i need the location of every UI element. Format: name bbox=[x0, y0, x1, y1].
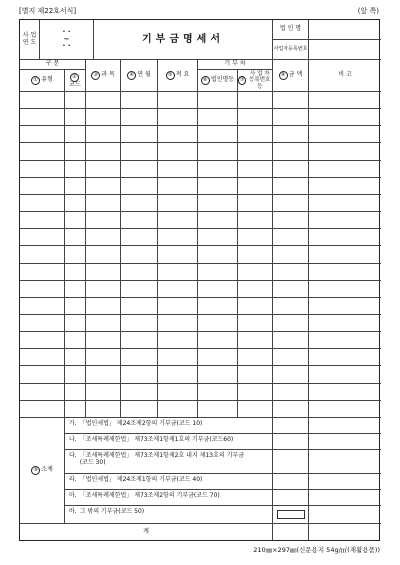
table-row-3-cell-4[interactable] bbox=[121, 126, 158, 143]
table-row-12-cell-6[interactable] bbox=[198, 281, 238, 298]
table-row-7-cell-2[interactable] bbox=[65, 195, 86, 212]
table-row-4-cell-2[interactable] bbox=[65, 143, 86, 161]
table-row-16-cell-6[interactable] bbox=[198, 349, 238, 366]
code-header-number: ② bbox=[70, 73, 79, 82]
table-row-6-cell-9[interactable] bbox=[309, 178, 381, 195]
paper-spec-footer: 210㎜×297㎜(신문용지 54g/㎡(재활용품)) bbox=[253, 546, 380, 554]
subtotal-item-marker: 다. bbox=[69, 452, 77, 459]
table-row-3-cell-8[interactable] bbox=[273, 126, 309, 143]
donee-corp-header-label: 법인명등 bbox=[210, 76, 235, 84]
subtotal-item-marker: 나. bbox=[69, 436, 77, 443]
table-row-8-cell-7[interactable] bbox=[238, 212, 273, 229]
table-row-5-cell-9[interactable] bbox=[309, 161, 381, 178]
table-row-2-cell-7[interactable] bbox=[238, 109, 273, 126]
table-row-10-cell-1[interactable] bbox=[20, 246, 65, 264]
table-row-13-cell-8[interactable] bbox=[273, 298, 309, 315]
biz-reg-label: 사업자등록번호 bbox=[273, 40, 309, 60]
table-row-1-cell-9[interactable] bbox=[309, 92, 381, 109]
table-row-13-cell-3[interactable] bbox=[86, 298, 121, 315]
table-row-5-cell-8[interactable] bbox=[273, 161, 309, 178]
table-row-19-cell-3[interactable] bbox=[86, 401, 121, 418]
code-header bbox=[65, 70, 86, 92]
table-row-6-cell-4[interactable] bbox=[121, 178, 158, 195]
table-row-17-cell-1[interactable] bbox=[20, 366, 65, 384]
table-row-4-cell-1[interactable] bbox=[20, 143, 65, 161]
subtotal-item-5-remarks[interactable] bbox=[309, 490, 381, 506]
subtotal-item-text: 「법인세법」 제24조제1항의 기부금(코드 40) bbox=[79, 476, 203, 483]
summary-header bbox=[158, 60, 198, 92]
table-row-19-cell-9[interactable] bbox=[309, 401, 381, 418]
summary-header-number: ⑤ bbox=[166, 71, 175, 80]
subtotal-item-text: 「법인세법」 제24조제2항의 기부금(코드 10) bbox=[79, 420, 203, 427]
table-row-3-cell-6[interactable] bbox=[198, 126, 238, 143]
subtotal-item-1-remarks[interactable] bbox=[309, 418, 381, 434]
table-row-8-cell-5[interactable] bbox=[158, 212, 198, 229]
table-row-14-cell-2[interactable] bbox=[65, 315, 86, 332]
table-row-10-cell-8[interactable] bbox=[273, 246, 309, 264]
category-group-header: 구 분 bbox=[20, 60, 86, 70]
table-row-17-cell-2[interactable] bbox=[65, 366, 86, 384]
table-row-11-cell-4[interactable] bbox=[121, 264, 158, 281]
subtotal-item-text: 「조세특례제한법」 제73조제1항제2호 내지 제13호의 기부금 (코드 30) bbox=[79, 452, 244, 466]
table-row-15-cell-1[interactable] bbox=[20, 332, 65, 349]
table-row-12-cell-9[interactable] bbox=[309, 281, 381, 298]
table-row-2-cell-3[interactable] bbox=[86, 109, 121, 126]
month-day-header bbox=[121, 60, 158, 92]
table-row-16-cell-9[interactable] bbox=[309, 349, 381, 366]
table-row-3-cell-2[interactable] bbox=[65, 126, 86, 143]
table-row-8-cell-8[interactable] bbox=[273, 212, 309, 229]
remarks-header: 비 고 bbox=[309, 60, 381, 92]
table-row-16-cell-5[interactable] bbox=[158, 349, 198, 366]
subtotal-item-marker: 라. bbox=[69, 476, 77, 483]
month-day-header-number: ④ bbox=[127, 71, 136, 80]
table-row-15-cell-6[interactable] bbox=[198, 332, 238, 349]
table-row-18-cell-3[interactable] bbox=[86, 384, 121, 401]
table-row-8-cell-6[interactable] bbox=[198, 212, 238, 229]
donee-reg-header bbox=[238, 70, 273, 92]
amount-header-label: 금 액 bbox=[288, 71, 303, 79]
table-row-11-cell-5[interactable] bbox=[158, 264, 198, 281]
table-row-9-cell-5[interactable] bbox=[158, 229, 198, 246]
table-row-2-cell-6[interactable] bbox=[198, 109, 238, 126]
table-row-5-cell-1[interactable] bbox=[20, 161, 65, 178]
table-row-15-cell-4[interactable] bbox=[121, 332, 158, 349]
table-row-14-cell-7[interactable] bbox=[238, 315, 273, 332]
subtotal-item-text: 「조세특례제한법」 제73조제2항의 기부금(코드 70) bbox=[79, 492, 220, 499]
table-row-6-cell-8[interactable] bbox=[273, 178, 309, 195]
table-row-12-cell-5[interactable] bbox=[158, 281, 198, 298]
table-row-6-cell-6[interactable] bbox=[198, 178, 238, 195]
table-row-12-cell-4[interactable] bbox=[121, 281, 158, 298]
table-row-19-cell-8[interactable] bbox=[273, 401, 309, 418]
total-label: 계 bbox=[20, 524, 273, 541]
table-row-19-cell-7[interactable] bbox=[238, 401, 273, 418]
table-row-18-cell-7[interactable] bbox=[238, 384, 273, 401]
donee-corp-header-number: ⑥ bbox=[201, 76, 210, 85]
table-row-5-cell-4[interactable] bbox=[121, 161, 158, 178]
table-row-3-cell-3[interactable] bbox=[86, 126, 121, 143]
subtotal-item-6-remarks[interactable] bbox=[309, 506, 381, 524]
table-row-4-cell-3[interactable] bbox=[86, 143, 121, 161]
table-row-1-cell-3[interactable] bbox=[86, 92, 121, 109]
table-row-11-cell-7[interactable] bbox=[238, 264, 273, 281]
table-row-4-cell-9[interactable] bbox=[309, 143, 381, 161]
table-row-18-cell-4[interactable] bbox=[121, 384, 158, 401]
code-header-label: 코드 bbox=[69, 80, 81, 88]
table-row-6-cell-5[interactable] bbox=[158, 178, 198, 195]
table-row-2-cell-2[interactable] bbox=[65, 109, 86, 126]
table-row-9-cell-7[interactable] bbox=[238, 229, 273, 246]
subtotal-item-marker: 가. bbox=[69, 420, 77, 427]
table-row-6-cell-1[interactable] bbox=[20, 178, 65, 195]
table-row-3-cell-7[interactable] bbox=[238, 126, 273, 143]
table-row-19-cell-5[interactable] bbox=[158, 401, 198, 418]
table-row-12-cell-1[interactable] bbox=[20, 281, 65, 298]
table-row-18-cell-9[interactable] bbox=[309, 384, 381, 401]
donee-reg-header-label: 사 업 자 등록번호등 bbox=[249, 71, 271, 90]
subject-header-number: ③ bbox=[91, 71, 100, 80]
table-row-19-cell-1[interactable] bbox=[20, 401, 65, 418]
table-row-9-cell-6[interactable] bbox=[198, 229, 238, 246]
table-row-8-cell-3[interactable] bbox=[86, 212, 121, 229]
table-row-2-cell-5[interactable] bbox=[158, 109, 198, 126]
table-row-17-cell-3[interactable] bbox=[86, 366, 121, 384]
subtotal-item-3 bbox=[65, 450, 273, 474]
table-row-11-cell-1[interactable] bbox=[20, 264, 65, 281]
table-row-1-cell-7[interactable] bbox=[238, 92, 273, 109]
table-row-5-cell-3[interactable] bbox=[86, 161, 121, 178]
table-row-12-cell-3[interactable] bbox=[86, 281, 121, 298]
other-donation-amount-box[interactable] bbox=[277, 510, 305, 519]
table-row-18-cell-1[interactable] bbox=[20, 384, 65, 401]
donee-group-header: 기 부 처 bbox=[198, 60, 273, 70]
table-row-5-cell-2[interactable] bbox=[65, 161, 86, 178]
table-row-3-cell-9[interactable] bbox=[309, 126, 381, 143]
table-row-11-cell-2[interactable] bbox=[65, 264, 86, 281]
table-row-7-cell-3[interactable] bbox=[86, 195, 121, 212]
table-row-18-cell-6[interactable] bbox=[198, 384, 238, 401]
table-row-4-cell-7[interactable] bbox=[238, 143, 273, 161]
subtotal-item-3-remarks[interactable] bbox=[309, 450, 381, 474]
table-row-9-cell-1[interactable] bbox=[20, 229, 65, 246]
table-row-15-cell-9[interactable] bbox=[309, 332, 381, 349]
table-row-3-cell-5[interactable] bbox=[158, 126, 198, 143]
table-row-10-cell-9[interactable] bbox=[309, 246, 381, 264]
table-row-9-cell-8[interactable] bbox=[273, 229, 309, 246]
type-header bbox=[20, 70, 65, 92]
table-row-12-cell-8[interactable] bbox=[273, 281, 309, 298]
table-row-4-cell-6[interactable] bbox=[198, 143, 238, 161]
corp-name-value[interactable] bbox=[309, 20, 381, 40]
table-row-8-cell-2[interactable] bbox=[65, 212, 86, 229]
subtotal-label bbox=[20, 418, 65, 524]
table-row-14-cell-8[interactable] bbox=[273, 315, 309, 332]
table-row-19-cell-2[interactable] bbox=[65, 401, 86, 418]
table-row-13-cell-6[interactable] bbox=[198, 298, 238, 315]
donee-corp-header bbox=[198, 70, 238, 92]
table-row-1-cell-4[interactable] bbox=[121, 92, 158, 109]
table-row-11-cell-9[interactable] bbox=[309, 264, 381, 281]
table-row-13-cell-9[interactable] bbox=[309, 298, 381, 315]
table-row-9-cell-3[interactable] bbox=[86, 229, 121, 246]
biz-reg-value[interactable] bbox=[309, 40, 381, 60]
subtotal-label: 소계 bbox=[41, 466, 53, 474]
table-row-17-cell-8[interactable] bbox=[273, 366, 309, 384]
type-header-number: ① bbox=[31, 76, 40, 85]
form-title: 기부금명세서 bbox=[94, 20, 273, 60]
subtotal-item-4-remarks[interactable] bbox=[309, 474, 381, 490]
table-row-14-cell-5[interactable] bbox=[158, 315, 198, 332]
table-row-10-cell-5[interactable] bbox=[158, 246, 198, 264]
subtotal-item-2-amount[interactable] bbox=[273, 434, 309, 450]
business-year-value[interactable]: · · ~ · · bbox=[40, 20, 94, 60]
subtotal-item-text: 「조세특례제한법」 제73조제1항제1호의 기부금(코드60) bbox=[79, 436, 234, 443]
table-row-12-cell-2[interactable] bbox=[65, 281, 86, 298]
table-row-12-cell-7[interactable] bbox=[238, 281, 273, 298]
page-side-label: (앞 쪽) bbox=[357, 7, 379, 15]
table-row-18-cell-5[interactable] bbox=[158, 384, 198, 401]
table-row-5-cell-5[interactable] bbox=[158, 161, 198, 178]
subtotal-item-6-amount[interactable] bbox=[273, 506, 309, 524]
table-row-11-cell-6[interactable] bbox=[198, 264, 238, 281]
table-row-14-cell-4[interactable] bbox=[121, 315, 158, 332]
table-row-6-cell-7[interactable] bbox=[238, 178, 273, 195]
form-number-label: [별지 제22호서식] bbox=[19, 7, 77, 15]
table-row-15-cell-7[interactable] bbox=[238, 332, 273, 349]
table-row-6-cell-3[interactable] bbox=[86, 178, 121, 195]
table-row-1-cell-1[interactable] bbox=[20, 92, 65, 109]
table-row-13-cell-7[interactable] bbox=[238, 298, 273, 315]
table-row-16-cell-7[interactable] bbox=[238, 349, 273, 366]
table-row-7-cell-7[interactable] bbox=[238, 195, 273, 212]
table-row-16-cell-3[interactable] bbox=[86, 349, 121, 366]
donee-reg-header-number: ⑦ bbox=[239, 77, 245, 83]
table-row-7-cell-4[interactable] bbox=[121, 195, 158, 212]
table-row-1-cell-6[interactable] bbox=[198, 92, 238, 109]
table-row-11-cell-3[interactable] bbox=[86, 264, 121, 281]
table-row-15-cell-3[interactable] bbox=[86, 332, 121, 349]
table-row-9-cell-4[interactable] bbox=[121, 229, 158, 246]
subtotal-item-1 bbox=[65, 418, 273, 434]
table-row-16-cell-2[interactable] bbox=[65, 349, 86, 366]
business-year-label: 사 업 연 도 bbox=[20, 20, 40, 60]
table-row-7-cell-1[interactable] bbox=[20, 195, 65, 212]
table-row-14-cell-3[interactable] bbox=[86, 315, 121, 332]
subtotal-item-4-amount[interactable] bbox=[273, 474, 309, 490]
table-row-6-cell-2[interactable] bbox=[65, 178, 86, 195]
table-row-10-cell-2[interactable] bbox=[65, 246, 86, 264]
table-row-13-cell-2[interactable] bbox=[65, 298, 86, 315]
table-row-9-cell-2[interactable] bbox=[65, 229, 86, 246]
table-row-13-cell-1[interactable] bbox=[20, 298, 65, 315]
subtotal-item-2 bbox=[65, 434, 273, 450]
table-row-4-cell-5[interactable] bbox=[158, 143, 198, 161]
table-row-5-cell-7[interactable] bbox=[238, 161, 273, 178]
corp-name-label: 법 인 명 bbox=[273, 20, 309, 40]
subtotal-item-3-amount[interactable] bbox=[273, 450, 309, 474]
subtotal-item-text: 그 밖의 기부금(코드 50) bbox=[79, 508, 145, 515]
table-row-15-cell-8[interactable] bbox=[273, 332, 309, 349]
table-row-15-cell-5[interactable] bbox=[158, 332, 198, 349]
table-row-16-cell-4[interactable] bbox=[121, 349, 158, 366]
table-row-18-cell-8[interactable] bbox=[273, 384, 309, 401]
table-row-13-cell-5[interactable] bbox=[158, 298, 198, 315]
month-day-header-label: 연 월 bbox=[137, 71, 151, 79]
table-row-9-cell-9[interactable] bbox=[309, 229, 381, 246]
table-row-16-cell-8[interactable] bbox=[273, 349, 309, 366]
table-row-1-cell-2[interactable] bbox=[65, 92, 86, 109]
subtotal-item-2-remarks[interactable] bbox=[309, 434, 381, 450]
table-row-17-cell-5[interactable] bbox=[158, 366, 198, 384]
table-row-17-cell-9[interactable] bbox=[309, 366, 381, 384]
type-header-label: 유형 bbox=[41, 76, 53, 84]
table-row-4-cell-4[interactable] bbox=[121, 143, 158, 161]
table-row-2-cell-4[interactable] bbox=[121, 109, 158, 126]
table-row-14-cell-6[interactable] bbox=[198, 315, 238, 332]
table-row-17-cell-7[interactable] bbox=[238, 366, 273, 384]
table-row-10-cell-3[interactable] bbox=[86, 246, 121, 264]
table-row-11-cell-8[interactable] bbox=[273, 264, 309, 281]
amount-header bbox=[273, 60, 309, 92]
table-row-13-cell-4[interactable] bbox=[121, 298, 158, 315]
table-row-17-cell-4[interactable] bbox=[121, 366, 158, 384]
subtotal-item-5-amount[interactable] bbox=[273, 490, 309, 506]
table-row-16-cell-1[interactable] bbox=[20, 349, 65, 366]
table-row-8-cell-9[interactable] bbox=[309, 212, 381, 229]
table-row-10-cell-6[interactable] bbox=[198, 246, 238, 264]
table-row-2-cell-8[interactable] bbox=[273, 109, 309, 126]
table-row-19-cell-6[interactable] bbox=[198, 401, 238, 418]
subtotal-item-5 bbox=[65, 490, 273, 506]
summary-header-label: 적 요 bbox=[175, 71, 190, 79]
subject-header-label: 과 목 bbox=[101, 71, 115, 79]
table-row-19-cell-4[interactable] bbox=[121, 401, 158, 418]
amount-header-number: ⑧ bbox=[279, 71, 288, 80]
table-row-14-cell-9[interactable] bbox=[309, 315, 381, 332]
subtotal-item-marker: 바. bbox=[69, 508, 77, 515]
table-row-14-cell-1[interactable] bbox=[20, 315, 65, 332]
table-row-7-cell-8[interactable] bbox=[273, 195, 309, 212]
table-row-18-cell-2[interactable] bbox=[65, 384, 86, 401]
subject-header bbox=[86, 60, 121, 92]
subtotal-item-6 bbox=[65, 506, 273, 524]
subtotal-item-4 bbox=[65, 474, 273, 490]
table-row-1-cell-5[interactable] bbox=[158, 92, 198, 109]
form-frame bbox=[19, 19, 380, 541]
table-row-10-cell-4[interactable] bbox=[121, 246, 158, 264]
table-row-2-cell-9[interactable] bbox=[309, 109, 381, 126]
table-row-2-cell-1[interactable] bbox=[20, 109, 65, 126]
table-row-7-cell-6[interactable] bbox=[198, 195, 238, 212]
table-row-15-cell-2[interactable] bbox=[65, 332, 86, 349]
table-row-8-cell-4[interactable] bbox=[121, 212, 158, 229]
table-row-1-cell-8[interactable] bbox=[273, 92, 309, 109]
table-row-5-cell-6[interactable] bbox=[198, 161, 238, 178]
table-row-17-cell-6[interactable] bbox=[198, 366, 238, 384]
table-row-10-cell-7[interactable] bbox=[238, 246, 273, 264]
total-remarks[interactable] bbox=[309, 524, 381, 541]
table-row-7-cell-5[interactable] bbox=[158, 195, 198, 212]
total-amount[interactable] bbox=[273, 524, 309, 541]
table-row-7-cell-9[interactable] bbox=[309, 195, 381, 212]
subtotal-item-marker: 마. bbox=[69, 492, 77, 499]
table-row-4-cell-8[interactable] bbox=[273, 143, 309, 161]
subtotal-item-1-amount[interactable] bbox=[273, 418, 309, 434]
table-row-8-cell-1[interactable] bbox=[20, 212, 65, 229]
subtotal-number: ⑨ bbox=[31, 466, 40, 475]
table-row-3-cell-1[interactable] bbox=[20, 126, 65, 143]
